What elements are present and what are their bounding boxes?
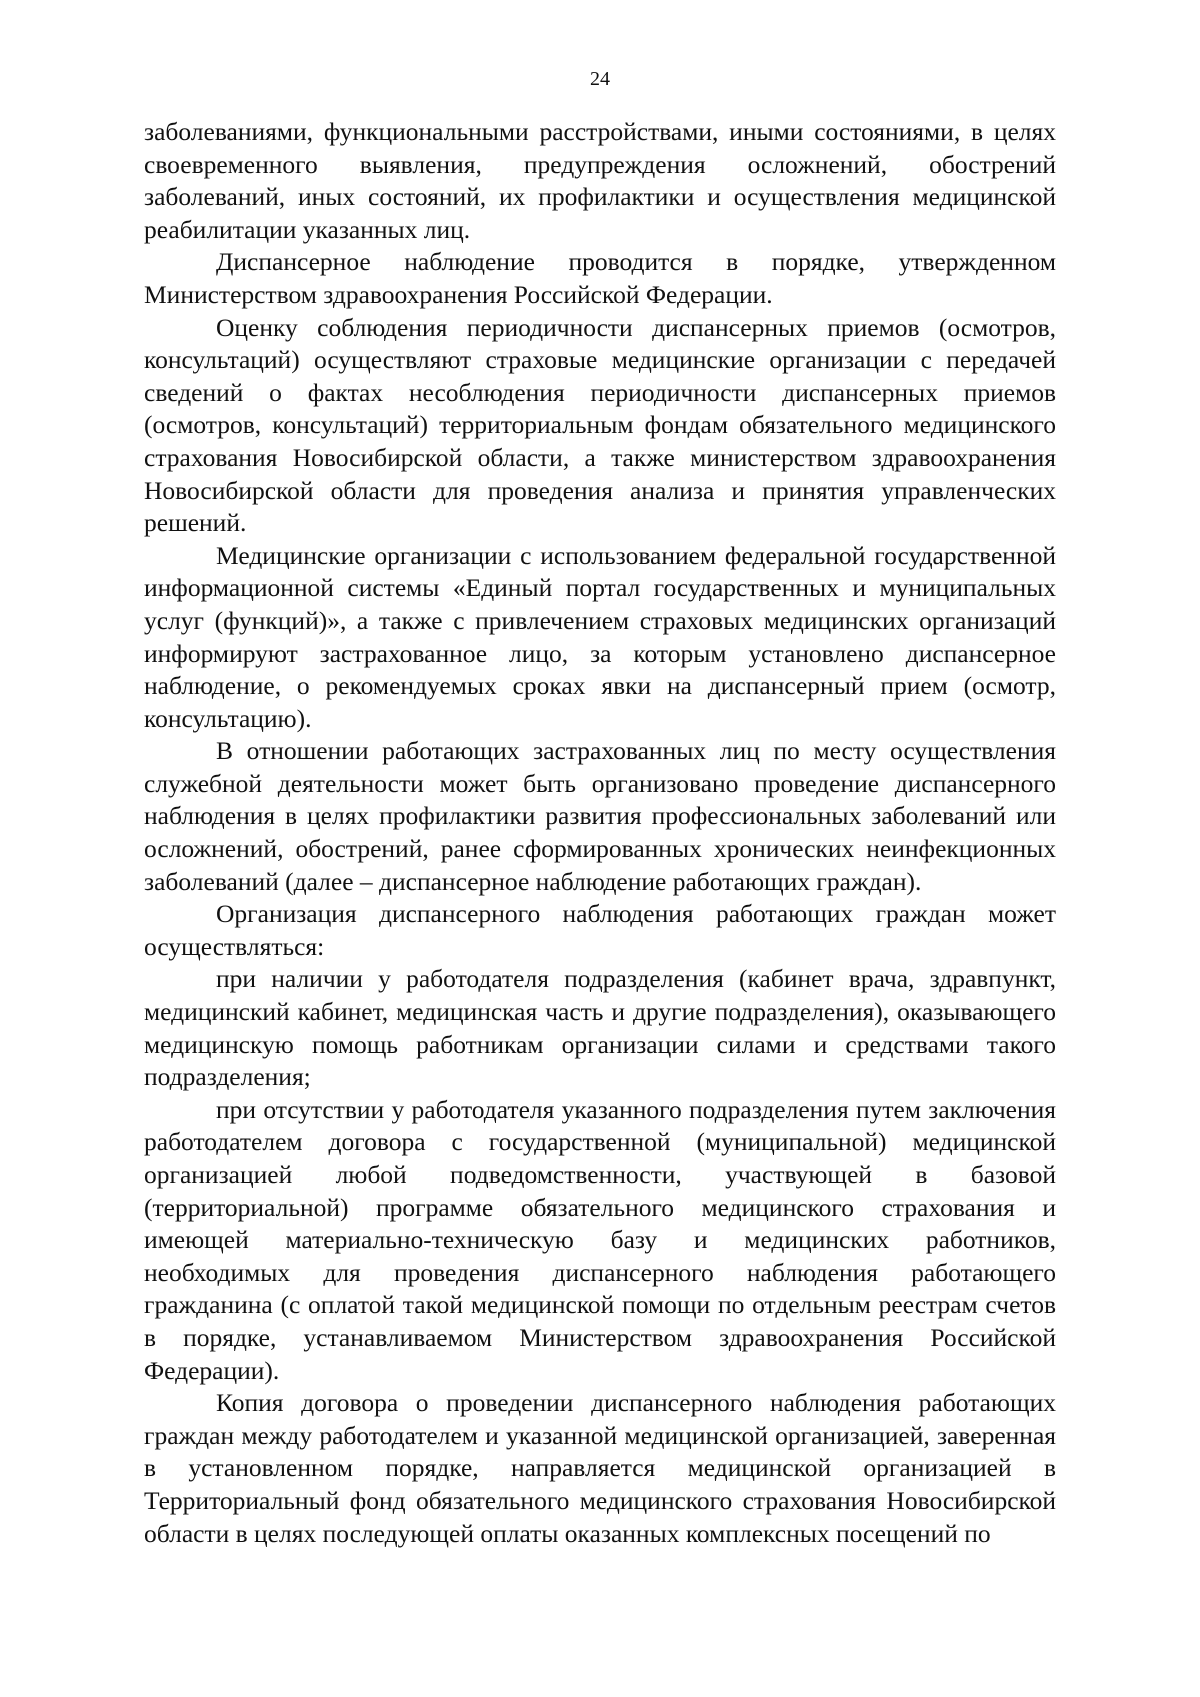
paragraph: Копия договора о проведении диспансерного наблюдения работающих граждан между работодателем и указанной медицинской организацией, заверенная в установленном порядке, направляется медицинской организацией в Территориальный фонд обязательного медицинского страхования Новосибирской области в целях последующей оплаты оказанных комплексных посещений по [144, 1388, 1056, 1548]
paragraph: Организация диспансерного наблюдения работающих граждан может осуществляться: [144, 899, 1056, 961]
page-number: 24 [590, 68, 610, 90]
paragraph: при отсутствии у работодателя указанного подразделения путем заключения работодателем договора с государственной (муниципальной) медицинской организацией любой подведомственности, участвующей в базовой (территориальной) программе обязательного медицинского страхования и имеющей материально-техническую базу и медицинских работников, необходимых для проведения диспансерного наблюдения работающего гражданина (с оплатой такой медицинской помощи по отдельным реестрам счетов в порядке, устанавливаемом Министерством здравоохранения Российской Федерации). [144, 1094, 1056, 1385]
paragraph: Медицинские организации с использованием федеральной государственной информационной системы «Единый портал государственных и муниципальных услуг (функций)», а также с привлечением страховых медицинских организаций информируют застрахованное лицо, за которым установлено диспансерное наблюдение, о рекомендуемых сроках явки на диспансерный прием (осмотр, консультацию). [144, 540, 1056, 733]
paragraph: В отношении работающих застрахованных лиц по месту осуществления служебной деятельности может быть организовано проведение диспансерного наблюдения в целях профилактики развития профессиональных заболеваний или осложнений, обострений, ранее сформированных хронических неинфекционных заболеваний (далее – диспансерное наблюдение работающих граждан). [144, 736, 1056, 896]
document-body [144, 116, 1056, 1550]
paragraph: Диспансерное наблюдение проводится в порядке, утвержденном Министерством здравоохранения Российской Федерации. [144, 247, 1056, 309]
paragraph: при наличии у работодателя подразделения (кабинет врача, здравпункт, медицинский кабинет, медицинская часть и другие подразделения), оказывающего медицинскую помощь работникам организации силами и средствами такого подразделения; [144, 964, 1056, 1092]
paragraph: Оценку соблюдения периодичности диспансерных приемов (осмотров, консультаций) осуществляют страховые медицинские организации с передачей сведений о фактах несоблюдения периодичности диспансерных приемов (осмотров, консультаций) территориальным фондам обязательного медицинского страхования Новосибирской области, а также министерством здравоохранения Новосибирской области для проведения анализа и принятия управленческих решений. [144, 312, 1056, 538]
paragraph-continuation: заболеваниями, функциональными расстройствами, иными состояниями, в целях своевременного выявления, предупреждения осложнений, обострений заболеваний, иных состояний, их профилактики и осуществления медицинской реабилитации указанных лиц. [144, 117, 1056, 244]
